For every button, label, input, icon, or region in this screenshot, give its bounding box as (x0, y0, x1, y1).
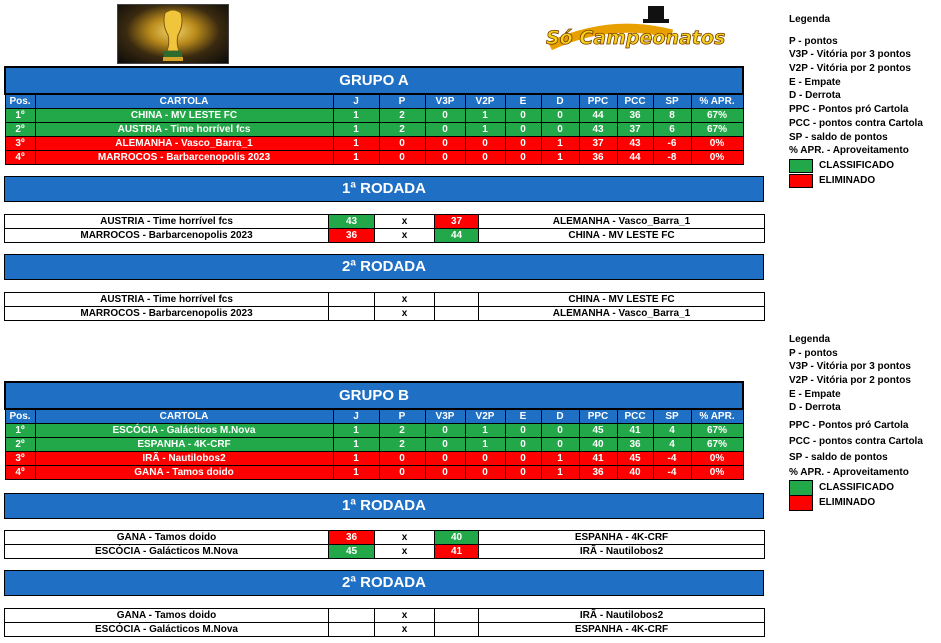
match-row (5, 307, 765, 321)
col-header: PPC (579, 94, 617, 109)
legend-title: Legenda (789, 334, 831, 345)
match-row (5, 293, 765, 307)
pos-cell: 3º (5, 137, 35, 151)
apr-cell: 67% (691, 123, 743, 137)
table-header (5, 94, 743, 109)
team-cell: ALEMANHA - Vasco_Barra_1 (35, 137, 333, 151)
col-header: J (333, 409, 379, 424)
col-header: V2P (465, 94, 505, 109)
pcc-cell: 43 (617, 137, 653, 151)
e-cell: 0 (505, 137, 541, 151)
sp-cell: 4 (653, 424, 691, 438)
pos-cell: 3º (5, 452, 35, 466)
home-team: AUSTRIA - Time horrível fcs (5, 215, 329, 229)
d-cell: 0 (541, 123, 579, 137)
v3p-cell: 0 (425, 424, 465, 438)
e-cell: 0 (505, 438, 541, 452)
legend-classified-label: CLASSIFICADO (819, 482, 894, 494)
pcc-cell: 36 (617, 109, 653, 123)
versus: x (375, 545, 435, 559)
away-team: ESPANHA - 4K-CRF (479, 623, 765, 637)
col-header: P (379, 409, 425, 424)
j-cell: 1 (333, 452, 379, 466)
away-score: 40 (435, 531, 479, 545)
legend-top (789, 13, 941, 188)
pos-cell: 2º (5, 123, 35, 137)
e-cell: 0 (505, 466, 541, 480)
home-team: MARROCOS - Barbarcenopolis 2023 (5, 307, 329, 321)
ppc-cell: 36 (579, 151, 617, 165)
match-row (5, 545, 765, 559)
col-header: % APR. (691, 94, 743, 109)
j-cell: 1 (333, 466, 379, 480)
v2p-cell: 0 (465, 452, 505, 466)
legend-item: PPC - Pontos pró Cartola (789, 104, 909, 116)
e-cell: 0 (505, 109, 541, 123)
v3p-cell: 0 (425, 137, 465, 151)
pcc-cell: 40 (617, 466, 653, 480)
home-score (329, 623, 375, 637)
e-cell: 0 (505, 452, 541, 466)
match-row (5, 531, 765, 545)
pcc-cell: 45 (617, 452, 653, 466)
away-score: 41 (435, 545, 479, 559)
col-header: V3P (425, 94, 465, 109)
away-score (435, 623, 479, 637)
legend-classified (789, 481, 941, 495)
away-score (435, 293, 479, 307)
legend-item: E - Empate (789, 76, 841, 88)
home-score (329, 609, 375, 623)
table-row (5, 151, 743, 165)
legend-item: D - Derrota (789, 90, 841, 102)
apr-cell: 0% (691, 466, 743, 480)
legend-item: % APR. - Aproveitamento (789, 145, 909, 157)
team-cell: GANA - Tamos doido (35, 466, 333, 480)
team-cell: IRÃ - Nautilobos2 (35, 452, 333, 466)
sp-cell: -6 (653, 137, 691, 151)
classified-swatch (789, 480, 813, 496)
away-score (435, 609, 479, 623)
v2p-cell: 0 (465, 466, 505, 480)
versus: x (375, 531, 435, 545)
match-row (5, 215, 765, 229)
legend-classified-label: CLASSIFICADO (819, 160, 894, 172)
ppc-cell: 44 (579, 109, 617, 123)
legend-item: PPC - Pontos pró Cartola (789, 420, 909, 432)
legend-item: V2P - Vitória por 2 pontos (789, 375, 911, 387)
table-row (5, 137, 743, 151)
match-row (5, 623, 765, 637)
legend-item: D - Derrota (789, 402, 841, 414)
pcc-cell: 36 (617, 438, 653, 452)
apr-cell: 67% (691, 109, 743, 123)
legend-item: % APR. - Aproveitamento (789, 467, 909, 479)
ppc-cell: 40 (579, 438, 617, 452)
away-team: ALEMANHA - Vasco_Barra_1 (479, 215, 765, 229)
sp-cell: -8 (653, 151, 691, 165)
home-team: ESCÓCIA - Galácticos M.Nova (5, 545, 329, 559)
away-team: CHINA - MV LESTE FC (479, 229, 765, 243)
group-b-table (4, 381, 744, 480)
legend-eliminated (789, 496, 941, 510)
apr-cell: 0% (691, 137, 743, 151)
p-cell: 2 (379, 438, 425, 452)
versus: x (375, 307, 435, 321)
round-header: 2ª RODADA (4, 570, 764, 596)
col-header: V3P (425, 409, 465, 424)
p-cell: 2 (379, 123, 425, 137)
match-table (4, 530, 765, 559)
legend-item: V3P - Vitória por 3 pontos (789, 361, 911, 373)
home-score: 36 (329, 531, 375, 545)
round-header: 2ª RODADA (4, 254, 764, 280)
legend-classified (789, 159, 941, 173)
match-table (4, 608, 765, 637)
home-score: 43 (329, 215, 375, 229)
legend-item: V2P - Vitória por 2 pontos (789, 63, 911, 75)
col-header: V2P (465, 409, 505, 424)
home-team: GANA - Tamos doido (5, 531, 329, 545)
col-header: SP (653, 94, 691, 109)
table-row (5, 438, 743, 452)
pos-cell: 4º (5, 151, 35, 165)
p-cell: 0 (379, 137, 425, 151)
v2p-cell: 0 (465, 151, 505, 165)
round-header: 1ª RODADA (4, 493, 764, 519)
away-score: 44 (435, 229, 479, 243)
versus: x (375, 623, 435, 637)
col-header: CARTOLA (35, 94, 333, 109)
brand-logo (540, 4, 726, 58)
col-header: D (541, 409, 579, 424)
apr-cell: 67% (691, 424, 743, 438)
v3p-cell: 0 (425, 466, 465, 480)
p-cell: 2 (379, 109, 425, 123)
v3p-cell: 0 (425, 109, 465, 123)
home-score (329, 307, 375, 321)
match-table (4, 292, 765, 321)
pos-cell: 4º (5, 466, 35, 480)
table-row (5, 452, 743, 466)
sp-cell: 4 (653, 438, 691, 452)
pos-cell: 2º (5, 438, 35, 452)
away-team: CHINA - MV LESTE FC (479, 293, 765, 307)
col-header: % APR. (691, 409, 743, 424)
away-score: 37 (435, 215, 479, 229)
away-team: ESPANHA - 4K-CRF (479, 531, 765, 545)
legend-item: SP - saldo de pontos (789, 131, 888, 143)
col-header: E (505, 409, 541, 424)
sp-cell: -4 (653, 452, 691, 466)
home-team: AUSTRIA - Time horrível fcs (5, 293, 329, 307)
apr-cell: 0% (691, 151, 743, 165)
col-header: J (333, 94, 379, 109)
j-cell: 1 (333, 424, 379, 438)
table-row (5, 109, 743, 123)
world-cup-trophy-icon (117, 4, 229, 64)
eliminated-swatch (789, 495, 813, 511)
team-cell: MARROCOS - Barbarcenopolis 2023 (35, 151, 333, 165)
pos-cell: 1º (5, 424, 35, 438)
table-header (5, 409, 743, 424)
brand-logo-text: Só Campeonatos (546, 27, 726, 49)
table-row (5, 424, 743, 438)
v2p-cell: 0 (465, 137, 505, 151)
group-a-table (4, 66, 744, 165)
col-header: P (379, 94, 425, 109)
group-title: GRUPO A (5, 67, 743, 94)
versus: x (375, 215, 435, 229)
match-row (5, 609, 765, 623)
legend-item: PCC - pontos contra Cartola (789, 435, 923, 447)
legend-item: P - pontos (789, 347, 838, 359)
ppc-cell: 37 (579, 137, 617, 151)
col-header: PCC (617, 409, 653, 424)
d-cell: 1 (541, 452, 579, 466)
d-cell: 1 (541, 137, 579, 151)
v3p-cell: 0 (425, 452, 465, 466)
legend-eliminated-label: ELIMINADO (819, 175, 876, 187)
away-team: IRÃ - Nautilobos2 (479, 545, 765, 559)
col-header: SP (653, 409, 691, 424)
legend-eliminated-label: ELIMINADO (819, 497, 876, 509)
legend-item: SP - saldo de pontos (789, 451, 888, 463)
legend-item: V3P - Vitória por 3 pontos (789, 49, 911, 61)
j-cell: 1 (333, 137, 379, 151)
legend-item: E - Empate (789, 388, 841, 400)
j-cell: 1 (333, 109, 379, 123)
v2p-cell: 1 (465, 424, 505, 438)
v2p-cell: 1 (465, 123, 505, 137)
ppc-cell: 43 (579, 123, 617, 137)
p-cell: 0 (379, 466, 425, 480)
home-team: GANA - Tamos doido (5, 609, 329, 623)
d-cell: 0 (541, 424, 579, 438)
col-header: PCC (617, 94, 653, 109)
d-cell: 1 (541, 151, 579, 165)
table-row (5, 123, 743, 137)
legend-item: P - pontos (789, 35, 838, 47)
v3p-cell: 0 (425, 123, 465, 137)
match-table (4, 214, 765, 243)
team-cell: ESPANHA - 4K-CRF (35, 438, 333, 452)
eliminated-swatch (789, 174, 813, 188)
col-header: E (505, 94, 541, 109)
group-title: GRUPO B (5, 382, 743, 409)
home-score: 36 (329, 229, 375, 243)
home-team: ESCÓCIA - Galácticos M.Nova (5, 623, 329, 637)
d-cell: 0 (541, 109, 579, 123)
away-score (435, 307, 479, 321)
home-team: MARROCOS - Barbarcenopolis 2023 (5, 229, 329, 243)
v3p-cell: 0 (425, 151, 465, 165)
team-cell: ESCÓCIA - Galácticos M.Nova (35, 424, 333, 438)
p-cell: 0 (379, 452, 425, 466)
classified-swatch (789, 159, 813, 173)
v2p-cell: 1 (465, 109, 505, 123)
col-header: Pos. (5, 94, 35, 109)
match-row (5, 229, 765, 243)
e-cell: 0 (505, 123, 541, 137)
apr-cell: 0% (691, 452, 743, 466)
col-header: Pos. (5, 409, 35, 424)
sp-cell: 6 (653, 123, 691, 137)
away-team: IRÃ - Nautilobos2 (479, 609, 765, 623)
p-cell: 2 (379, 424, 425, 438)
e-cell: 0 (505, 151, 541, 165)
legend-eliminated (789, 174, 941, 188)
sp-cell: -4 (653, 466, 691, 480)
home-score (329, 293, 375, 307)
d-cell: 0 (541, 438, 579, 452)
legend-item: PCC - pontos contra Cartola (789, 117, 923, 129)
e-cell: 0 (505, 424, 541, 438)
ppc-cell: 45 (579, 424, 617, 438)
ppc-cell: 36 (579, 466, 617, 480)
v3p-cell: 0 (425, 438, 465, 452)
j-cell: 1 (333, 123, 379, 137)
legend-title: Legenda (789, 14, 831, 25)
pos-cell: 1º (5, 109, 35, 123)
team-cell: AUSTRIA - Time horrível fcs (35, 123, 333, 137)
versus: x (375, 293, 435, 307)
col-header: CARTOLA (35, 409, 333, 424)
j-cell: 1 (333, 151, 379, 165)
pcc-cell: 37 (617, 123, 653, 137)
p-cell: 0 (379, 151, 425, 165)
away-team: ALEMANHA - Vasco_Barra_1 (479, 307, 765, 321)
d-cell: 1 (541, 466, 579, 480)
sp-cell: 8 (653, 109, 691, 123)
col-header: PPC (579, 409, 617, 424)
v2p-cell: 1 (465, 438, 505, 452)
pcc-cell: 44 (617, 151, 653, 165)
round-header: 1ª RODADA (4, 176, 764, 202)
apr-cell: 67% (691, 438, 743, 452)
col-header: D (541, 94, 579, 109)
pcc-cell: 41 (617, 424, 653, 438)
home-score: 45 (329, 545, 375, 559)
j-cell: 1 (333, 438, 379, 452)
versus: x (375, 609, 435, 623)
team-cell: CHINA - MV LESTE FC (35, 109, 333, 123)
versus: x (375, 229, 435, 243)
ppc-cell: 41 (579, 452, 617, 466)
table-row (5, 466, 743, 480)
legend-bottom (789, 333, 941, 510)
